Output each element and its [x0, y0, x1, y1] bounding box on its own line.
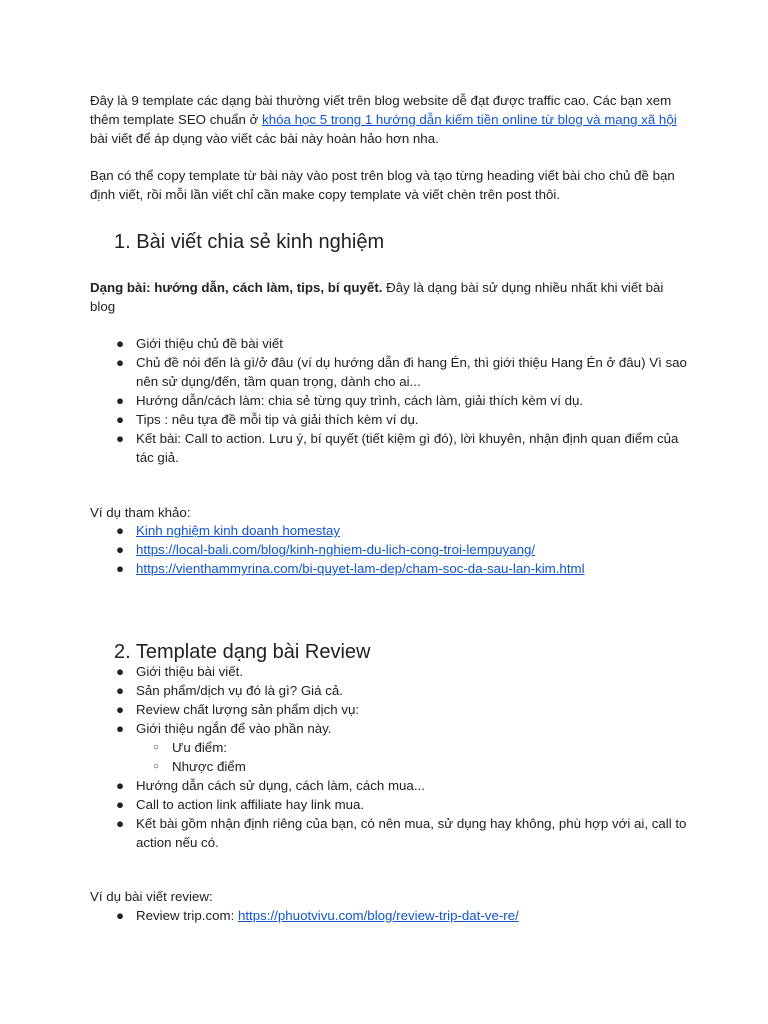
bullet-icon: ● — [115, 336, 125, 351]
bullet-icon: ● — [115, 721, 125, 736]
list-item-text: Kết bài gồm nhận định riêng của bạn, có nên mua, sử dụng hay không, phù hợp với ai, call to action nếu có. — [136, 816, 687, 850]
sub-list-item — [114, 738, 694, 757]
bullet-icon: ● — [115, 908, 125, 923]
circle-bullet-icon: ○ — [152, 742, 160, 753]
bullet-icon: ● — [115, 542, 125, 557]
list-item-text: Giới thiệu bài viết. — [136, 664, 244, 679]
list-item-text: Call to action link affiliate hay link mua. — [136, 797, 365, 812]
list-item — [114, 795, 694, 814]
list-item-text: Hướng dẫn/cách làm: chia sẻ từng quy trình, cách làm, giải thích kèm ví dụ. — [136, 393, 584, 408]
list-item-text: Sản phẩm/dịch vụ đó là gì? Giá cả. — [136, 683, 343, 698]
bullet-icon: ● — [115, 797, 125, 812]
list-item-text: Tips : nêu tựa đề mỗi tip và giải thích kèm ví dụ. — [136, 412, 419, 427]
section1-heading: 1. Bài viết chia sẻ kinh nghiệm — [114, 231, 385, 253]
intro-after-text: bài viết để áp dụng vào viết các bài này hoàn hảo hơn nha. — [90, 131, 439, 146]
sub-list-item-text: Nhược điểm — [172, 759, 246, 774]
bullet-icon: ● — [115, 664, 125, 679]
intro-paragraph — [90, 91, 690, 148]
bullet-icon: ● — [115, 412, 125, 427]
section2-examples-list — [114, 906, 694, 925]
section1-type-text: Đây là dạng bài sử dụng nhiều nhất khi viết bài blog — [90, 280, 664, 314]
bullet-icon: ● — [115, 561, 125, 576]
example-link-phuotvivu[interactable]: https://phuotvivu.com/blog/review-trip-dat-ve-re/ — [237, 908, 519, 923]
copy-template-paragraph: Bạn có thể copy template từ bài này vào post trên blog và tạo từng heading viết bài cho chủ đề bạn định viết, rồi mỗi lần viết chỉ cần make copy template và viết chèn trên post thôi. — [90, 168, 675, 202]
circle-bullet-icon: ○ — [152, 761, 160, 772]
example-item — [114, 540, 694, 559]
list-item — [114, 429, 694, 467]
list-item-text: Review chất lượng sản phẩm dịch vụ: — [136, 702, 360, 717]
list-item — [114, 814, 694, 852]
example-item — [114, 906, 694, 925]
list-item — [114, 410, 694, 429]
example-prefix: Review trip.com: — [136, 908, 238, 923]
course-link[interactable]: khóa học 5 trong 1 hướng dẫn kiếm tiền online từ blog và mạng xã hội — [262, 112, 677, 127]
bullet-icon: ● — [115, 523, 125, 538]
list-item — [114, 662, 694, 681]
list-item-text: Chủ đề nói đến là gì/ở đâu (ví dụ hướng dẫn đi hang Én, thì giới thiệu Hang Én ở đâu) Vì sao nên sử dụng/đến, tầm quan trọng, dành cho ai... — [136, 355, 687, 389]
list-item — [114, 334, 694, 353]
section2-heading: 2. Template dạng bài Review — [114, 641, 371, 663]
bullet-icon: ● — [115, 702, 125, 717]
section2-list — [114, 662, 694, 852]
list-item-text: Giới thiệu chủ đề bài viết — [136, 336, 283, 351]
example-item — [114, 559, 694, 578]
sub-list — [136, 738, 694, 776]
bullet-icon: ● — [115, 431, 125, 446]
intro-text: Đây là 9 template các dạng bài thường viết trên blog website dễ đạt được traffic cao. Các bạn xem thêm template SEO chuẩn ở — [90, 93, 672, 127]
section1-type-label: Dạng bài: hướng dẫn, cách làm, tips, bí quyết. — [90, 280, 383, 295]
example-link-vienthammyrina[interactable]: https://vienthammyrina.com/bi-quyet-lam-dep/cham-soc-da-sau-lan-kim.html — [136, 561, 585, 576]
section1-list — [114, 334, 694, 467]
sub-list-item — [114, 757, 694, 776]
list-item — [114, 391, 694, 410]
list-item — [114, 776, 694, 795]
sub-list-item-text: Ưu điểm: — [172, 740, 227, 755]
section2-examples-label: Ví dụ bài viết review: — [90, 889, 213, 904]
example-item — [114, 521, 694, 540]
section1-type-paragraph — [90, 278, 690, 316]
list-item — [114, 353, 694, 391]
section1-examples-list — [114, 521, 694, 578]
bullet-icon: ● — [115, 683, 125, 698]
section1-examples-label: Ví dụ tham khảo: — [90, 505, 191, 520]
bullet-icon: ● — [115, 816, 125, 831]
list-item — [114, 700, 694, 719]
bullet-icon: ● — [115, 393, 125, 408]
list-item-text: Hướng dẫn cách sử dụng, cách làm, cách mua... — [136, 778, 425, 793]
example-link-local-bali[interactable]: https://local-bali.com/blog/kinh-nghiem-du-lich-cong-troi-lempuyang/ — [136, 542, 536, 557]
list-item — [114, 681, 694, 700]
bullet-icon: ● — [115, 355, 125, 370]
bullet-icon: ● — [115, 778, 125, 793]
example-link-homestay[interactable]: Kinh nghiệm kinh doanh homestay — [136, 523, 341, 538]
list-item-text: Giới thiệu ngắn để vào phần này. — [136, 721, 332, 736]
list-item-text: Kết bài: Call to action. Lưu ý, bí quyết (tiết kiệm gì đó), lời khuyên, nhận định quan điểm của tác giả. — [136, 431, 679, 465]
list-item — [114, 719, 694, 776]
